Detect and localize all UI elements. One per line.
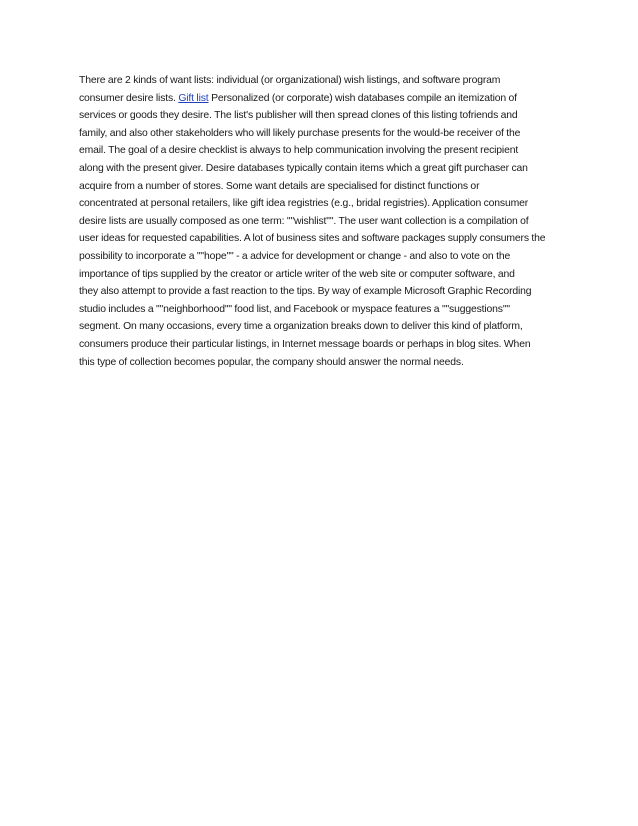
text-line: email. The goal of a desire checklist is always to help communication involving the present recipient [79,145,519,157]
text-line: acquire from a number of stores. Some want details are specialised for distinct functions or [79,180,480,192]
text-line: possibility to incorporate a ""hope"" - a advice for development or change - and also to vote on the [79,250,511,262]
text-line: consumers produce their particular listings, in Internet message boards or perhaps in blog sites. When [79,338,531,350]
text-line: concentrated at personal retailers, like gift idea registries (e.g., bridal registries). Application consumer [79,198,529,210]
gift-list-link[interactable]: Gift list [178,92,209,104]
text-line: importance of tips supplied by the creator or article writer of the web site or computer software, and [79,268,515,280]
text-line-with-link [79,90,569,108]
text-segment: consumer desire lists. [79,92,176,104]
text-line: segment. On many occasions, every time a organization breaks down to deliver this kind of platform, [79,321,523,333]
text-segment: Personalized (or corporate) wish databases compile an itemization of [208,92,517,104]
text-line: user ideas for requested capabilities. A lot of business sites and software packages supply consumers the [79,233,546,245]
body-paragraph [79,72,569,371]
text-line: desire lists are usually composed as one term: ""wishlist"". The user want collection is a compilation of [79,215,529,227]
text-line: family, and also other stakeholders who will likely purchase presents for the would-be receiver of the [79,127,521,139]
text-line: studio includes a ""neighborhood"" food list, and Facebook or myspace features a ""suggestions"" [79,303,510,315]
text-line: this type of collection becomes popular, the company should answer the normal needs. [79,356,464,368]
text-line: they also attempt to provide a fast reaction to the tips. By way of example Microsoft Graphic Recording [79,286,532,298]
text-line: services or goods they desire. The list's publisher will then spread clones of this listing tofriends and [79,110,518,122]
text-line: There are 2 kinds of want lists: individual (or organizational) wish listings, and software program [79,75,501,86]
text-line: along with the present giver. Desire databases typically contain items which a great gift purchaser can [79,162,528,174]
